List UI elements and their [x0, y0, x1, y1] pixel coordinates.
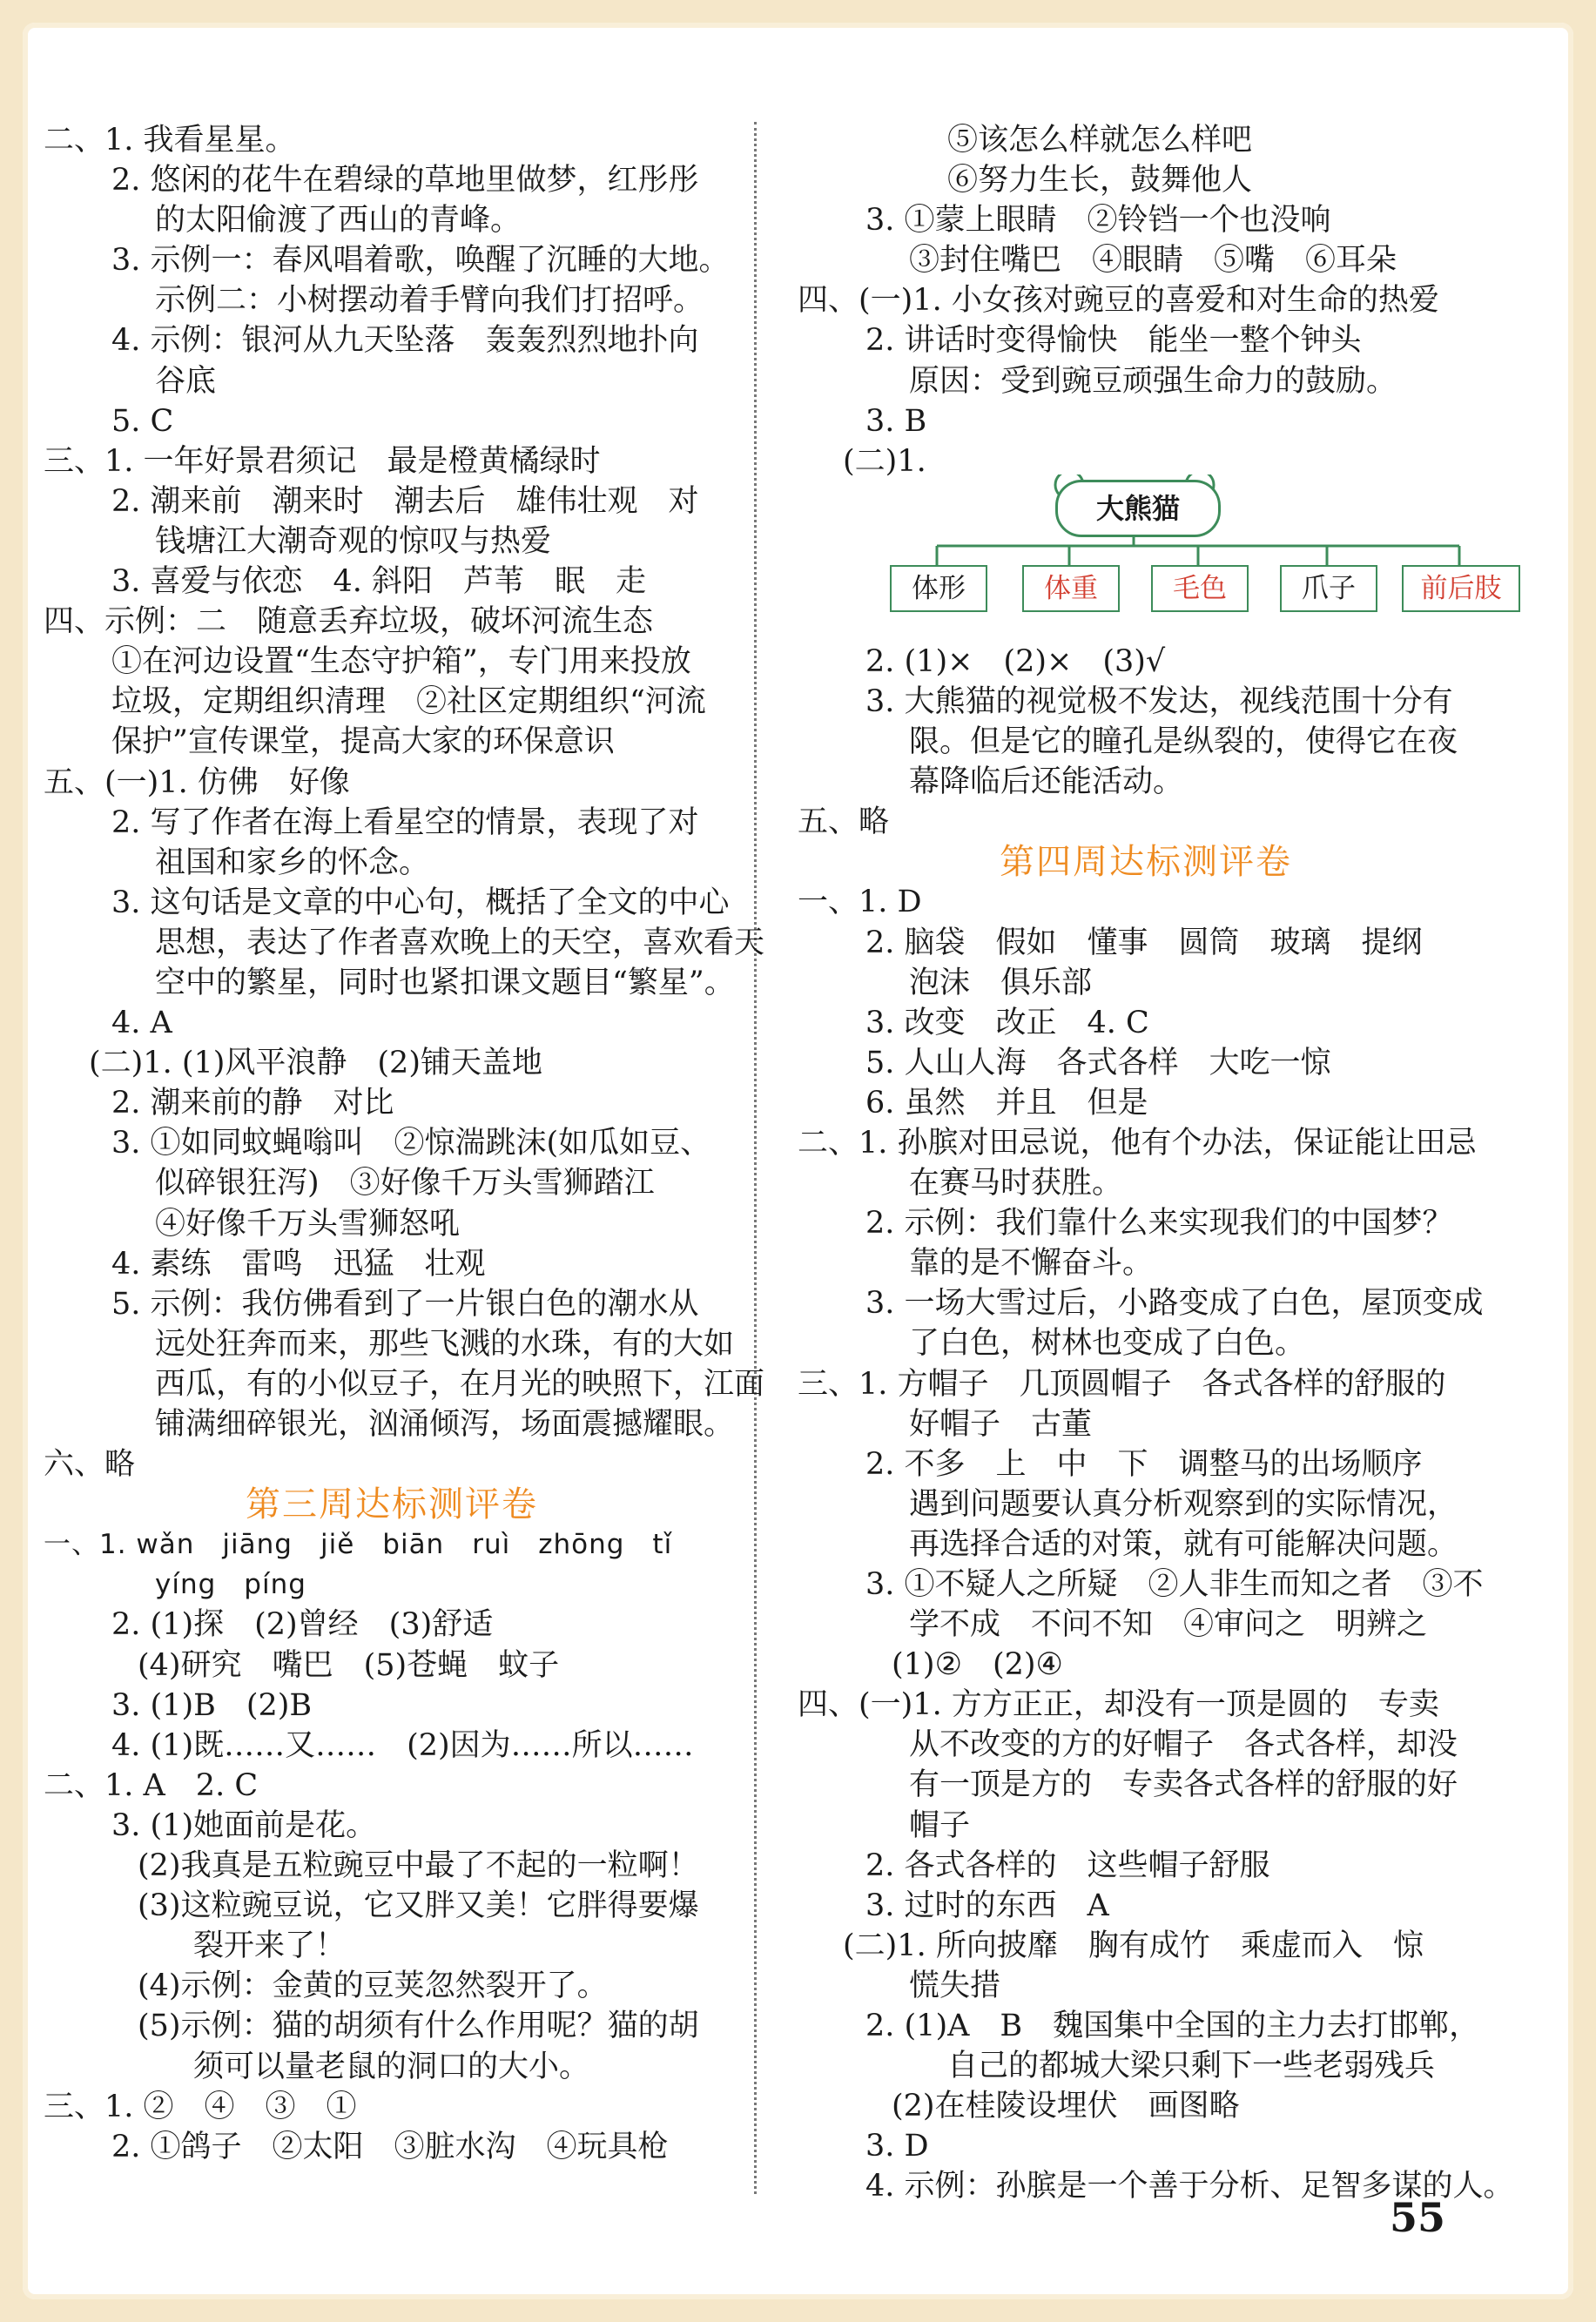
- answer-line: 6. 虽然 并且 但是: [865, 1085, 1148, 1121]
- answer-line: 思想，表达了作者喜欢晚上的天空，喜欢看天: [155, 925, 765, 960]
- diagram-box: 毛色: [1151, 565, 1249, 612]
- answer-line: 一、1. D: [798, 885, 922, 920]
- answer-line: 4. 示例：银河从九天坠落 轰轰烈烈地扑向: [111, 323, 699, 359]
- section-title: 第三周达标测评卷: [246, 1484, 538, 1525]
- answer-line: 2. (1)探 (2)曾经 (3)舒适: [111, 1607, 494, 1643]
- answer-line: 2. 各式各样的 这些帽子舒服: [865, 1848, 1270, 1883]
- answer-line: 3. ①如同蚊蝇嗡叫 ②惊湍跳沫(如瓜如豆、: [111, 1126, 711, 1161]
- answer-line: 自己的都城大梁只剩下一些老弱残兵: [947, 2049, 1436, 2084]
- answer-line: 好帽子 古董: [909, 1406, 1093, 1442]
- answer-line: 示例二：小树摆动着手臂向我们打招呼。: [155, 283, 704, 319]
- answer-line: 慌失措: [909, 1968, 1001, 2003]
- answer-line: 铺满细碎银光，汹涌倾泻，场面震撼耀眼。: [155, 1407, 735, 1442]
- answer-line: 在赛马时获胜。: [909, 1166, 1123, 1201]
- answer-line: 5. 人山人海 各式各样 大吃一惊: [865, 1045, 1331, 1080]
- answer-line: 4. (1)既……又…… (2)因为……所以……: [111, 1727, 694, 1763]
- answer-line: 3. ①蒙上眼睛 ②铃铛一个也没响: [865, 203, 1331, 239]
- answer-line: 4. 示例：孙膑是一个善于分析、足智多谋的人。: [865, 2169, 1514, 2204]
- answer-line: 从不改变的方的好帽子 各式各样，却没: [909, 1727, 1458, 1763]
- answer-line: ④好像千万头雪狮怒吼: [155, 1206, 461, 1242]
- answer-line: 空中的繁星，同时也紧扣课文题目“繁星”。: [155, 965, 735, 1000]
- answer-line: 5. 示例：我仿佛看到了一片银白色的潮水从: [111, 1286, 699, 1322]
- answer-line: 3. 这句话是文章的中心句，概括了全文的中心: [111, 885, 730, 920]
- page-number: 55: [1390, 2194, 1446, 2241]
- answer-line: 3. 大熊猫的视觉极不发达，视线范围十分有: [865, 683, 1453, 719]
- answer-line: 再选择合适的对策，就有可能解决问题。: [909, 1526, 1458, 1562]
- answer-line: 4. A: [111, 1006, 172, 1041]
- answer-line: 2. 写了作者在海上看星空的情景，表现了对: [111, 804, 699, 840]
- answer-line: 西瓜，有的小似豆子，在月光的映照下，江面: [155, 1366, 765, 1402]
- diagram-center-label: 大熊猫: [1055, 480, 1221, 537]
- answer-line: 的太阳偷渡了西山的青峰。: [155, 203, 522, 239]
- answer-line: 5. C: [111, 403, 174, 439]
- section-title: 第四周达标测评卷: [1000, 842, 1292, 883]
- answer-line: 原因：受到豌豆顽强生命力的鼓励。: [909, 363, 1397, 399]
- answer-line: 似碎银狂泻) ③好像千万头雪狮踏江: [155, 1166, 655, 1201]
- diagram-box: 体重: [1022, 565, 1120, 612]
- answer-line: 3. 改变 改正 4. C: [865, 1005, 1149, 1040]
- answer-line: 远处狂奔而来，那些飞溅的水珠，有的大如: [155, 1326, 735, 1362]
- answer-line: 学不成 不问不知 ④审问之 明辨之: [909, 1607, 1428, 1643]
- diagram-box: 体形: [890, 565, 987, 612]
- answer-line: 二、1. A 2. C: [44, 1767, 259, 1803]
- answer-line: (二)1.: [843, 443, 926, 479]
- answer-line: 3. 一场大雪过后，小路变成了白色，屋顶变成: [865, 1286, 1484, 1322]
- left-column: [44, 120, 765, 2167]
- answer-line: 2. 不多 上 中 下 调整马的出场顺序: [865, 1446, 1423, 1482]
- answer-line: 祖国和家乡的怀念。: [155, 845, 430, 880]
- answer-line: 三、1. 方帽子 几顶圆帽子 各式各样的舒服的: [798, 1366, 1446, 1402]
- answer-line: 2. 潮来前的静 对比: [111, 1086, 394, 1121]
- answer-line: ⑤该怎么样就怎么样吧: [947, 123, 1253, 158]
- answer-line: 3. 过时的东西 A: [865, 1888, 1109, 1923]
- answer-line: 保护”宣传课堂，提高大家的环保意识: [111, 724, 615, 760]
- answer-line: (二)1. 所向披靡 胸有成竹 乘虚而入 惊: [843, 1928, 1424, 1963]
- answer-line: yíng píng: [155, 1569, 306, 1601]
- answer-line: 3. B: [865, 403, 927, 439]
- answer-line: 2. 脑袋 假如 懂事 圆筒 玻璃 提纲: [865, 925, 1423, 960]
- answer-line: 谷底: [155, 363, 217, 399]
- answer-line: 帽子: [909, 1807, 971, 1843]
- answer-line: (2)在桂陵设埋伏 画图略: [892, 2089, 1240, 2124]
- answer-line: (4)示例：金黄的豆荚忽然裂开了。: [138, 1969, 608, 2004]
- answer-line: 有一顶是方的 专卖各式各样的舒服的好: [909, 1767, 1458, 1803]
- answer-line: 一、1. wǎn jiāng jiě biān ruì zhōng tǐ: [44, 1529, 673, 1561]
- answer-line: 3. D: [865, 2129, 929, 2164]
- answer-line: (二)1. (1)风平浪静 (2)铺天盖地: [89, 1046, 542, 1081]
- diagram-box: 前后肢: [1402, 565, 1520, 612]
- answer-line: 2. 潮来前 潮来时 潮去后 雄伟壮观 对: [111, 483, 699, 519]
- answer-line: (1)② (2)④: [892, 1647, 1063, 1683]
- answer-line: 3. ①不疑人之所疑 ②人非生而知之者 ③不: [865, 1567, 1484, 1602]
- column-divider: [754, 122, 757, 2194]
- right-column: [798, 120, 1514, 2207]
- answer-line: 裂开来了！: [193, 1928, 347, 1964]
- answer-line: 钱塘江大潮奇观的惊叹与热爱: [155, 523, 552, 559]
- answer-line: 二、1. 我看星星。: [44, 123, 296, 158]
- answer-line: 了白色，树林也变成了白色。: [909, 1326, 1306, 1362]
- answer-line: 3. 喜爱与依恋 4. 斜阳 芦苇 眠 走: [111, 564, 647, 600]
- answer-line: 四、(一)1. 小女孩对豌豆的喜爱和对生命的热爱: [798, 283, 1439, 319]
- answer-line: ⑥努力生长，鼓舞他人: [947, 163, 1253, 199]
- answer-line: 五、(一)1. 仿佛 好像: [44, 764, 350, 800]
- answer-line: 幕降临后还能活动。: [909, 764, 1184, 800]
- answer-line: 垃圾，定期组织清理 ②社区定期组织“河流: [111, 684, 706, 720]
- answer-line: 3. 示例一：春风唱着歌，唤醒了沉睡的大地。: [111, 243, 730, 279]
- answer-line: 须可以量老鼠的洞口的大小。: [193, 2049, 590, 2084]
- answer-line: 二、1. 孙膑对田忌说，他有个办法，保证能让田忌: [798, 1125, 1477, 1161]
- answer-line: ①在河边设置“生态守护箱”，专门用来投放: [111, 644, 691, 680]
- answer-line: 遇到问题要认真分析观察到的实际情况，: [909, 1486, 1458, 1522]
- answer-line: 2. 悠闲的花牛在碧绿的草地里做梦，红彤彤: [111, 163, 699, 199]
- answer-line: 四、(一)1. 方方正正，却没有一顶是圆的 专卖: [798, 1687, 1439, 1723]
- answer-line: 2. (1)× (2)× (3)√: [865, 643, 1166, 679]
- answer-line: (5)示例：猫的胡须有什么作用呢？猫的胡: [138, 2009, 699, 2044]
- answer-line: 2. ①鸽子 ②太阳 ③脏水沟 ④玩具枪: [111, 2129, 669, 2164]
- answer-line: 2. 讲话时变得愉快 能坐一整个钟头: [865, 323, 1362, 359]
- answer-line: 限。但是它的瞳孔是纵裂的，使得它在夜: [909, 724, 1458, 760]
- answer-line: 五、略: [798, 804, 890, 840]
- answer-line: 靠的是不懈奋斗。: [909, 1246, 1154, 1282]
- answer-line: 2. 示例：我们靠什么来实现我们的中国梦？: [865, 1206, 1453, 1242]
- answer-line: 3. (1)B (2)B: [111, 1687, 313, 1723]
- answer-line: 三、1. 一年好景君须记 最是橙黄橘绿时: [44, 443, 601, 479]
- answer-line: 六、略: [44, 1447, 136, 1483]
- answer-line: ③封住嘴巴 ④眼睛 ⑤嘴 ⑥耳朵: [909, 243, 1397, 279]
- answer-line: 四、示例：二 随意丢弃垃圾，破坏河流生态: [44, 604, 654, 640]
- answer-line: 4. 素练 雷鸣 迅猛 壮观: [111, 1246, 486, 1282]
- answer-line: 3. (1)她面前是花。: [111, 1807, 377, 1843]
- panda-diagram: [798, 481, 1502, 642]
- answer-line: 2. (1)A B 魏国集中全国的主力去打邯郸，: [865, 2009, 1480, 2044]
- answer-line: (2)我真是五粒豌豆中最了不起的一粒啊！: [138, 1848, 699, 1884]
- answer-line: 泡沫 俱乐部: [909, 965, 1093, 1000]
- answer-line: 三、1. ② ④ ③ ①: [44, 2089, 357, 2124]
- diagram-box: 爪子: [1280, 565, 1377, 612]
- answer-line: (3)这粒豌豆说，它又胖又美！它胖得要爆: [138, 1888, 699, 1924]
- answer-line: (4)研究 嘴巴 (5)苍蝇 蚊子: [138, 1647, 560, 1683]
